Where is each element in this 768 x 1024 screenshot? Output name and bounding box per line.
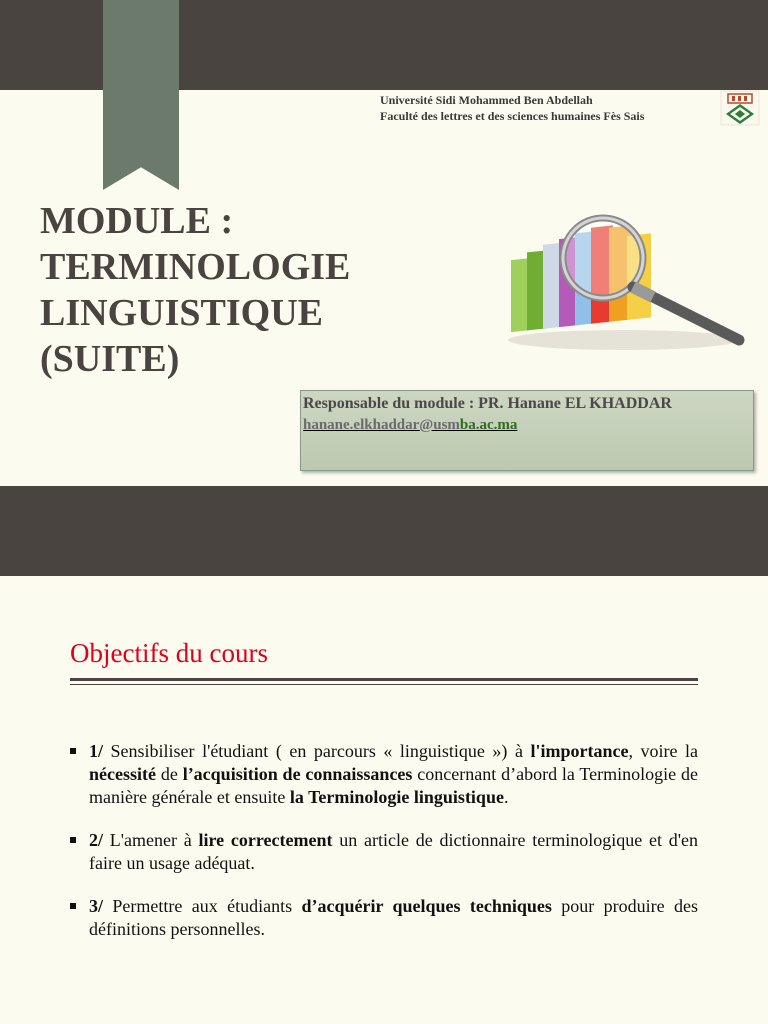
square-bullet-icon [70, 748, 76, 754]
objectives-heading: Objectifs du cours [70, 638, 268, 668]
item-text: , voire la [628, 741, 698, 761]
university-logo-icon [720, 90, 760, 126]
item-bold: lire correctement [198, 830, 333, 850]
module-title [40, 198, 480, 382]
responsible-box [300, 390, 754, 471]
item-bold: l’acquisition de connaissances [182, 764, 413, 784]
item-text: pour produire des définitions personnelles. [89, 896, 699, 939]
email-part-2[interactable]: ba.ac.ma [459, 417, 518, 433]
title-line-1: MODULE : [40, 200, 234, 242]
university-header [380, 92, 644, 124]
title-line-2: TERMINOLOGIE [40, 246, 351, 288]
objective-item-2 [70, 829, 698, 875]
email-link[interactable] [303, 417, 517, 434]
objectives-slide [0, 576, 768, 1024]
title-line-3: LINGUISTIQUE [40, 292, 323, 334]
objective-item-1 [70, 740, 698, 809]
heading-rule-thin [70, 684, 698, 685]
responsible-name: Responsable du module : PR. Hanane EL KHADDAR [303, 395, 672, 412]
objective-item-3 [70, 895, 698, 941]
item-bold: d’acquérir quelques techniques [301, 896, 552, 916]
objectives-list [70, 740, 698, 961]
item-number: 1/ [89, 741, 104, 761]
item-bold: l'importance [530, 741, 629, 761]
university-name: Université Sidi Mohammed Ben Abdellah [380, 93, 593, 107]
folders-magnifier-illustration [493, 200, 749, 356]
title-line-4: (SUITE) [40, 338, 180, 380]
item-text: Permettre aux étudiants [103, 896, 302, 916]
item-number: 2/ [89, 830, 104, 850]
item-text: un article de dictionnaire terminologique et d'en faire un usage adéquat. [89, 830, 698, 873]
faculty-name: Faculté des lettres et des sciences humaines Fès Sais [380, 109, 645, 123]
item-number: 3/ [89, 896, 104, 916]
item-text: concernant d’abord la Terminologie de manière générale et ensuite [89, 764, 698, 807]
ribbon-bookmark [103, 0, 179, 190]
heading-rule-thick [70, 678, 698, 681]
item-text: de [155, 764, 183, 784]
square-bullet-icon [70, 903, 76, 909]
square-bullet-icon [70, 837, 76, 843]
email-part-1[interactable]: hanane.elkhaddar@usm [303, 417, 460, 433]
item-text: . [503, 787, 509, 807]
item-bold: la Terminologie linguistique [289, 787, 504, 807]
item-text: Sensibiliser l'étudiant ( en parcours « linguistique ») à [103, 741, 531, 761]
bottom-band [0, 486, 768, 576]
item-text: L'amener à [103, 830, 199, 850]
item-bold: nécessité [89, 764, 156, 784]
